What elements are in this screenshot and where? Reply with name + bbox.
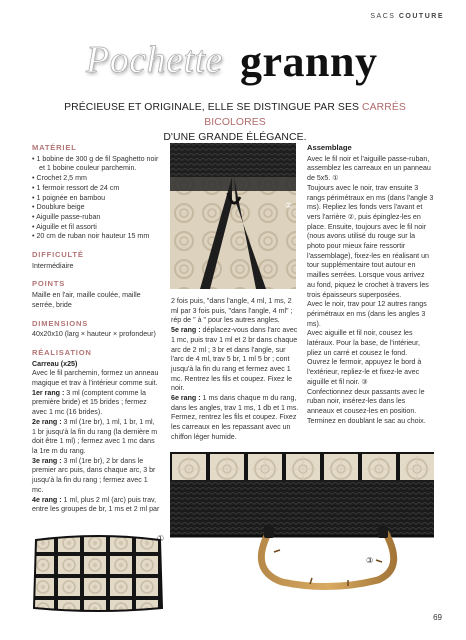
list-item: • Aiguille passe-ruban [32, 212, 101, 221]
realisation-subheading: Carreau (x25) [32, 359, 78, 368]
points-value: Maille en l'air, maille coulée, maille serrée, bride [32, 291, 141, 309]
assemblage-p3: Avec le noir, trav pour 12 autres rangs périmétraux en ms (dans les angles 3 ms). [307, 300, 427, 328]
section-header [370, 13, 444, 20]
assemblage-p6: Confectionnez deux passants avec le ruban noir, insérez-les dans les anneaux et cousez-les en position. [307, 387, 425, 415]
row-3: 3e rang : 3 ml (1re br), 2 br dans le premier arc puis, dans chaque arc, 3 br jusqu'à la fin du rang ; fermez avec 1 mc. [32, 456, 156, 494]
list-item: • Crochet 2,5 mm [32, 174, 87, 183]
right-column [307, 143, 434, 426]
assemblage-heading: Assemblage [307, 143, 352, 152]
subtitle-text: PRÉCIEUSE ET ORIGINALE, ELLE SE DISTINGUE PAR SES [64, 102, 363, 113]
points-heading: POINTS [32, 279, 66, 289]
photo-label-3: ③ [366, 556, 374, 565]
list-item: • Aiguille et fil assorti [32, 222, 97, 231]
middle-column [171, 297, 299, 443]
page-number: 69 [433, 613, 442, 622]
row-2: 2e rang : 3 ml (1re br), 1 ml, 1 br, 1 ml, 1 br jusqu'à la fin du rang (la dernière m doit être 1 ml) ; fermez avec 1 mc dans la 1re m du rang. [32, 417, 158, 455]
dimensions-value: 40x20x10 (larg × hauteur × profondeur) [32, 330, 156, 339]
photo-label-2: ② [284, 201, 292, 210]
photo-label-1: ① [156, 534, 164, 543]
difficulte-heading: DIFFICULTÉ [32, 250, 84, 260]
section-label: SACS [370, 13, 396, 20]
list-item: • 1 poignée en bambou [32, 193, 106, 202]
section-label-bold: COUTURE [398, 13, 444, 20]
subtitle-line2: D'UNE GRANDE ÉLÉGANCE. [163, 132, 307, 143]
realisation-heading: RÉALISATION [32, 347, 92, 357]
materiel-list [32, 155, 160, 242]
difficulte-value: Intermédiaire [32, 261, 74, 270]
assemblage-p4: Avec aiguille et fil noir, cousez les latéraux. Pour la base, de l'intérieur, pliez un carré et cousez le fond. [307, 329, 420, 357]
list-item: • 20 cm de ruban noir hauteur 15 mm [32, 232, 150, 241]
assemblage-p5: Ouvrez le fermoir, appuyez le bord à l'extérieur, repliez-le et fixez-le avec aiguille et fil noir. ③ [307, 358, 422, 386]
row-1: 1er rang : 3 ml (comptent comme la première bride) et 15 brides ; fermez avec 1 mc (16 brides). [32, 388, 147, 417]
left-column [32, 143, 160, 515]
photo-finished-bag [170, 452, 434, 592]
realisation-intro: Avec le fil parchemin, formez un anneau magique et trav à l'intérieur comme suit. [32, 369, 159, 388]
list-item: • 1 bobine de 300 g de fil Spaghetto noir et 1 bobine couleur parchemin. [32, 154, 159, 173]
list-item: • Doublure beige [32, 203, 85, 212]
row-5: 5e rang : déplacez-vous dans l'arc avec 1 mc, puis trav 1 ml et 2 br dans chaque arc de 2 ml ; 3 br et dans l'angle, sur l'arc de 4 ml, trav 5 br, 1 ml 5 br ; cont jusqu'à la fin du rang et fermez avec 1 mc. Rentrez les fils et coupez. Fixez le noir. [171, 326, 298, 393]
row-4: 4e rang : 1 ml, plus 2 ml (arc) puis trav, entre les groupes de br, 1 ms et 2 ml par [32, 495, 160, 514]
title-script: Pochette [86, 39, 223, 81]
subtitle-accent: CARRÉS BICOLORES [204, 102, 406, 128]
subtitle [40, 100, 430, 145]
assemblage-p7: Terminez en doublant le sac au choix. [307, 416, 426, 425]
photo-assembly-detail [170, 143, 296, 289]
title-main: granny [240, 37, 378, 86]
photo-flat-panel [30, 532, 166, 614]
middle-paragraph: 2 fois puis, "dans l'angle, 4 ml, 1 ms, 2 ml par 3 fois puis, "dans l'angle, 4 ml" ; rép de " à " pour les autres angles. [171, 297, 293, 325]
assemblage-p2: Toujours avec le noir, trav ensuite 3 rangs périmétraux en ms (dans l'angle 3 ms). Repliez les fonds vers l'avant et vers l'arrière ②, puis épinglez-les en place. Ensuite, toujours avec le fil noir (nous avons utilisé du rouge sur la photo pour mieux faire ressortir l'assemblage), fixez-les en réalisant un tour supplémentaire tout autour en mailles serrées. Lorsque vous arrivez au fond, piquez le crochet à travers les trois épaisseurs superposées. [307, 183, 434, 299]
row-6: 6e rang : 1 ms dans chaque m du rang, dans les angles, trav 1 ms, 1 db et 1 ms. Fermez, rentrez les fils et coupez. Fixez les carreaux en les repassant avec un chiffon léger humide. [171, 394, 299, 441]
list-item: • 1 fermoir ressort de 24 cm [32, 183, 120, 192]
materiel-heading: MATÉRIEL [32, 143, 77, 152]
assemblage-p1: Avec le fil noir et l'aiguille passe-ruban, assemblez les carreaux en un panneau de 5x5. ① [307, 154, 431, 183]
dimensions-heading: DIMENSIONS [32, 318, 89, 328]
